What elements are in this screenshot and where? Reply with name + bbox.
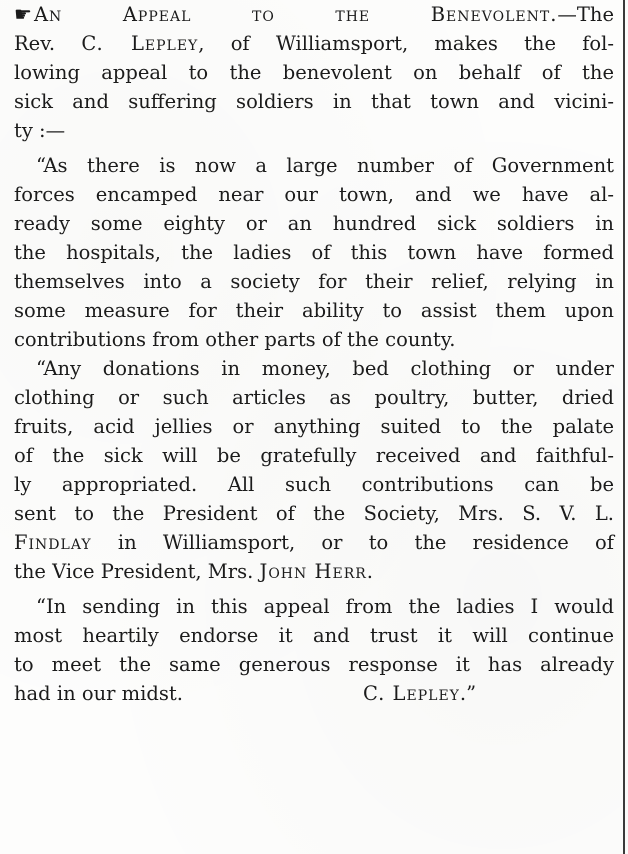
article-line-text: had in our midst. [14,682,183,705]
article-title: An Appeal to the Benevolent. [33,3,558,26]
author-name: C. Lepley [81,32,199,55]
article-line-text: .” [459,682,477,705]
article-line: sent to the President of the Society, Mrs. S. V. L. [14,502,614,525]
article-line: clothing or such articles as poultry, butter, dried [14,386,614,409]
article-line [14,0,614,29]
article-line: ty :— [14,119,66,142]
president-name: Findlay [14,531,92,554]
article-line-text: Rev. [14,32,56,55]
article-line: ready some eighty or an hundred sick soldiers in [14,212,614,235]
article-line: “Any donations in money, bed clothing or under [36,357,614,380]
article-line [14,29,614,58]
article-line: the hospitals, the ladies of this town have formed [14,241,614,264]
article-body [14,0,614,708]
article-line-text: , of Williamsport, makes the fol- [198,32,614,55]
article-line-text: . [366,560,373,583]
article-line: most heartily endorse it and trust it will continue [14,624,614,647]
article-line: ly appropriated. All such contributions can be [14,473,614,496]
article-line: lowing appeal to the benevolent on behalf of the [14,61,614,84]
column-rule [623,0,625,854]
article-line: forces encamped near our town, and we have al- [14,183,614,206]
article-line-text: —The [557,3,614,26]
article-line [14,679,614,708]
article-line [14,557,614,586]
article-line: “In sending in this appeal from the ladies I would [36,595,614,618]
article-line: contributions from other parts of the county. [14,328,456,351]
article-line: “As there is now a large number of Government [36,154,614,177]
article-line: themselves into a society for their relief, relying in [14,270,614,293]
vice-president-name: John Herr [259,560,367,583]
signature: C. Lepley [362,682,460,705]
article-line-text: in Williamsport, or to the residence of [91,531,614,554]
article-line: sick and suffering soldiers in that town and vicini- [14,90,614,113]
article-line [14,528,614,557]
article-line: of the sick will be gratefully received and faithful- [14,444,614,467]
pointing-hand-icon: ☛ [14,2,32,26]
article-line: some measure for their ability to assist them upon [14,299,614,322]
article-line: fruits, acid jellies or anything suited to the palate [14,415,614,438]
article-line-text: the Vice President, Mrs. [14,560,254,583]
article-line: to meet the same generous response it has already [14,653,614,676]
